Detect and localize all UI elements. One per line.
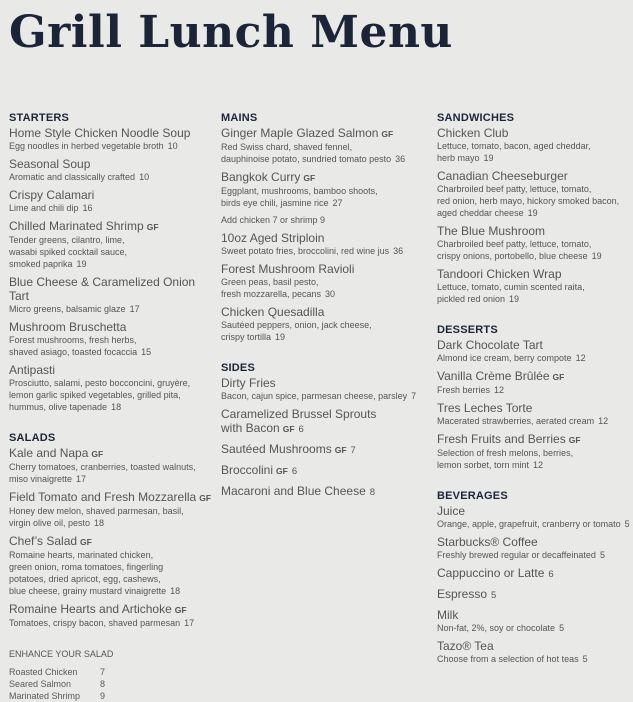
- item-description-text: aged cheddar cheese: [437, 208, 524, 218]
- item-name: [221, 305, 426, 319]
- item-description: [437, 183, 633, 195]
- item-description: [437, 384, 633, 396]
- item-name-text: Chef’s Salad: [9, 534, 78, 548]
- menu-title: Grill Lunch Menu: [9, 7, 453, 58]
- item-name: [9, 534, 214, 549]
- menu-item: [437, 169, 633, 219]
- item-description: [437, 195, 633, 207]
- item-name: [221, 376, 426, 390]
- item-name-text: Tazo® Tea: [437, 639, 494, 653]
- item-name: [221, 463, 426, 479]
- menu-item: [221, 484, 426, 500]
- item-price: 6: [291, 466, 298, 477]
- item-description-text: Charbroiled beef patty, lettuce, tomato,: [437, 184, 592, 194]
- item-description-text: fresh mozzarella, pecans: [221, 289, 322, 299]
- item-name: [221, 442, 426, 458]
- item-price: 6: [548, 569, 554, 580]
- item-name: [437, 566, 633, 582]
- item-price: 18: [170, 586, 181, 596]
- item-price: 5: [491, 590, 497, 601]
- item-description-text: pickled red onion: [437, 294, 506, 304]
- item-price: 18: [94, 518, 105, 528]
- section-heading: STARTERS: [9, 112, 70, 124]
- item-name-text: Chicken Quesadilla: [221, 305, 325, 319]
- item-description-text: Lime and chili dip: [9, 203, 79, 213]
- menu-item: [9, 188, 214, 214]
- item-description: [437, 459, 633, 471]
- item-description-text: Forest mushrooms, fresh herbs,: [9, 335, 137, 345]
- item-description-text: Bacon, cajun spice, parmesan cheese, parsley: [221, 391, 408, 401]
- item-description-text: Egg noodles in herbed vegetable broth: [9, 141, 164, 151]
- item-description: [437, 518, 633, 530]
- item-description: [221, 141, 426, 153]
- item-description: [437, 207, 633, 219]
- item-description: [9, 473, 214, 485]
- item-description-text: Charbroiled beef patty, lettuce, tomato,: [437, 239, 592, 249]
- item-description: [9, 303, 214, 315]
- column-right: [437, 112, 633, 670]
- gluten-free-badge: GF: [80, 537, 92, 547]
- item-name: [437, 535, 633, 549]
- item-price: 12: [598, 416, 609, 426]
- item-description: [437, 152, 633, 164]
- item-price: 12: [533, 460, 544, 470]
- item-description: [437, 549, 633, 561]
- gluten-free-badge: GF: [303, 173, 316, 183]
- item-name: [437, 126, 633, 140]
- item-name-text: Chicken Club: [437, 126, 509, 140]
- item-description-text: Cherry tomatoes, cranberries, toasted walnuts,: [9, 462, 196, 472]
- item-description: [9, 505, 214, 517]
- gluten-free-badge: GF: [552, 372, 565, 382]
- item-name: [9, 157, 214, 171]
- item-description: [221, 245, 426, 257]
- enhance-row: [9, 678, 214, 690]
- item-description: [221, 288, 426, 300]
- item-description-text: Red Swiss chard, shaved fennel,: [221, 142, 353, 152]
- menu-item: [437, 338, 633, 364]
- item-name: [221, 262, 426, 276]
- gluten-free-badge: GF: [276, 466, 288, 476]
- item-description: [9, 401, 214, 413]
- item-price: 7: [411, 391, 417, 401]
- item-name-text: Dirty Fries: [221, 376, 276, 390]
- item-name-text: Cappuccino or Latte: [437, 566, 545, 580]
- item-name-text: Fresh Fruits and Berries: [437, 432, 566, 446]
- menu-item: [9, 490, 214, 529]
- item-description-text: shaved asiago, toasted focaccia: [9, 347, 138, 357]
- item-description: [437, 415, 633, 427]
- item-price: 15: [141, 347, 152, 357]
- item-name-text: Romaine Hearts and Artichoke: [9, 602, 172, 616]
- column-middle: [221, 112, 426, 505]
- item-description-text: green onion, roma tomatoes, fingerling: [9, 562, 164, 572]
- gluten-free-badge: GF: [91, 449, 104, 459]
- section-heading: MAINS: [221, 112, 258, 124]
- item-description-text: Romaine hearts, marinated chicken,: [9, 550, 154, 560]
- menu-item: [437, 267, 633, 305]
- gluten-free-badge: GF: [174, 605, 187, 615]
- item-add-on-note: Add chicken 7 or shrimp 9: [221, 215, 326, 225]
- item-description-text: lemon garlic spiked vegetables, grilled pita,: [9, 390, 181, 400]
- enhance-row: [9, 666, 214, 678]
- item-description-text: blue cheese, grainy mustard vinaigrette: [9, 586, 167, 596]
- menu-item: [437, 369, 633, 396]
- item-name: [9, 490, 214, 505]
- menu-item: [9, 275, 214, 315]
- item-description-text: Sweet potato fries, broccolini, red wine jus: [221, 246, 390, 256]
- item-name: [221, 421, 426, 437]
- item-description: [9, 334, 214, 346]
- item-name-text: Vanilla Crème Brûlée: [437, 369, 550, 383]
- item-name-text: Broccolini: [221, 463, 274, 477]
- column-left: [9, 112, 214, 702]
- section-sides: [221, 362, 426, 505]
- menu-item: [437, 126, 633, 164]
- menu-item: [221, 262, 426, 300]
- item-description-text: herb mayo: [437, 153, 480, 163]
- item-name: [9, 602, 214, 617]
- item-name-text: Espresso: [437, 587, 488, 601]
- item-name: [437, 267, 633, 281]
- item-name-text: Tres Leches Torte: [437, 401, 533, 415]
- item-name-text: Macaroni and Blue Cheese: [221, 484, 366, 498]
- item-name: [437, 639, 633, 653]
- item-price: 17: [76, 474, 87, 484]
- item-description: [9, 234, 214, 246]
- item-description: [221, 390, 426, 402]
- menu-item: [221, 376, 426, 402]
- item-name-text: Juice: [437, 504, 466, 518]
- gluten-free-badge: GF: [568, 435, 581, 445]
- item-name-text: Forest Mushroom Ravioli: [221, 262, 355, 276]
- item-name: [437, 369, 633, 384]
- item-name-text: Home Style Chicken Noodle Soup: [9, 126, 191, 140]
- item-description: [9, 585, 214, 597]
- item-name-text: Kale and Napa: [9, 446, 89, 460]
- item-name-text: Tandoori Chicken Wrap: [437, 267, 562, 281]
- item-name-text: Antipasti: [9, 363, 56, 377]
- item-name-text: Milk: [437, 608, 459, 622]
- menu-item: [437, 587, 633, 603]
- item-description-text: Aromatic and classically crafted: [9, 172, 136, 182]
- item-description-text: Prosciutto, salami, pesto bocconcini, gruyère,: [9, 378, 191, 388]
- item-name: [437, 224, 633, 238]
- item-description: [437, 352, 633, 364]
- item-description: [437, 293, 633, 305]
- item-description: [221, 331, 426, 343]
- item-price: 19: [591, 251, 602, 261]
- item-description: [221, 197, 426, 209]
- item-description: [9, 346, 214, 358]
- menu-item: [221, 231, 426, 257]
- item-description-text: miso vinaigrette: [9, 474, 73, 484]
- item-price: 30: [325, 289, 336, 299]
- item-description: [221, 319, 426, 331]
- menu-item: [437, 504, 633, 530]
- item-price: 5: [582, 654, 588, 664]
- item-price: 10: [139, 172, 150, 182]
- section-heading: SALADS: [9, 432, 56, 444]
- item-name: [9, 363, 214, 377]
- menu-item: [221, 463, 426, 479]
- section-heading: BEVERAGES: [437, 490, 508, 502]
- item-price: 19: [527, 208, 538, 218]
- enhance-your-salad: [9, 648, 214, 702]
- item-price: 27: [332, 198, 343, 208]
- item-name: [9, 275, 214, 303]
- menu-item: [221, 126, 426, 165]
- item-description-text: crispy tortilla: [221, 332, 272, 342]
- item-description: [9, 140, 214, 152]
- item-name-text: The Blue Mushroom: [437, 224, 546, 238]
- item-description-text: Green peas, basil pesto,: [221, 277, 319, 287]
- item-price: 5: [599, 550, 605, 560]
- enhance-item-price: 7: [100, 667, 106, 677]
- item-name: [437, 504, 633, 518]
- menu-item: [9, 363, 214, 413]
- item-price: 5: [559, 623, 565, 633]
- menu-item: [221, 170, 426, 209]
- item-description-text: Almond ice cream, berry compote: [437, 353, 572, 363]
- menu-item: [221, 407, 426, 437]
- item-description: [9, 258, 214, 270]
- item-description-text: Honey dew melon, shaved parmesan, basil,: [9, 506, 184, 516]
- menu-item: [9, 126, 214, 152]
- item-price: 17: [184, 618, 195, 628]
- item-name-text: with Bacon: [221, 421, 280, 435]
- item-price: 5: [624, 519, 630, 529]
- menu-item: [221, 305, 426, 343]
- item-description-text: dauphinoise potato, sundried tomato pesto: [221, 154, 392, 164]
- item-name: [221, 231, 426, 245]
- menu-item: [437, 639, 633, 665]
- item-name: [437, 338, 633, 352]
- item-name-text: Caramelized Brussel Sprouts: [221, 407, 377, 421]
- item-name: [221, 407, 426, 421]
- item-description-text: Lettuce, tomato, bacon, aged cheddar,: [437, 141, 591, 151]
- item-description: [437, 447, 633, 459]
- item-name-text: Mushroom Bruschetta: [9, 320, 127, 334]
- item-name: [437, 432, 633, 447]
- item-description: [437, 140, 633, 152]
- item-name-text: Starbucks® Coffee: [437, 535, 538, 549]
- section-beverages: [437, 490, 633, 670]
- section-heading: DESSERTS: [437, 324, 498, 336]
- gluten-free-badge: GF: [199, 493, 212, 503]
- menu-item: [437, 432, 633, 471]
- item-description: [9, 171, 214, 183]
- item-name-text: Crispy Calamari: [9, 188, 95, 202]
- item-description: [221, 185, 426, 197]
- enhance-item-name: Marinated Shrimp: [9, 691, 81, 701]
- item-name: [221, 484, 426, 500]
- item-price: 19: [509, 294, 520, 304]
- item-description-text: Sautéed peppers, onion, jack cheese,: [221, 320, 372, 330]
- enhance-heading: ENHANCE YOUR SALAD: [9, 649, 114, 659]
- item-name: [437, 608, 633, 622]
- item-description: [437, 653, 633, 665]
- item-price: 6: [298, 424, 304, 435]
- section-starters: [9, 112, 214, 418]
- item-price: 16: [82, 203, 93, 213]
- item-price: 10: [167, 141, 178, 151]
- item-description-text: hummus, olive tapenade: [9, 402, 108, 412]
- item-name-text: Canadian Cheeseburger: [437, 169, 568, 183]
- enhance-list: [9, 666, 214, 702]
- gluten-free-badge: GF: [334, 445, 347, 455]
- item-description-text: Orange, apple, grapefruit, cranberry or tomato: [437, 519, 621, 529]
- menu-item: [437, 535, 633, 561]
- item-description-text: Macerated strawberries, aerated cream: [437, 416, 595, 426]
- menu-item: [437, 224, 633, 262]
- item-description-text: Non-fat, 2%, soy or chocolate: [437, 623, 556, 633]
- item-name-text: 10oz Aged Striploin: [221, 231, 325, 245]
- item-description: [9, 246, 214, 258]
- section-salads: [9, 432, 214, 634]
- item-name: [9, 446, 214, 461]
- item-description-text: Tender greens, cilantro, lime,: [9, 235, 125, 245]
- section-desserts: [437, 324, 633, 476]
- item-description: [9, 389, 214, 401]
- item-description: [437, 622, 633, 634]
- menu-item: [437, 608, 633, 634]
- menu-item: [9, 157, 214, 183]
- item-name: [221, 126, 426, 141]
- item-description-text: crispy onions, portobello, blue cheese: [437, 251, 588, 261]
- item-description: [437, 238, 633, 250]
- menu-item: [9, 602, 214, 629]
- item-name-text: Bangkok Curry: [221, 170, 301, 184]
- item-description: [9, 549, 214, 561]
- item-description-text: virgin olive oil, pesto: [9, 518, 91, 528]
- item-description: [9, 617, 214, 629]
- item-description: [9, 573, 214, 585]
- item-description-text: Selection of fresh melons, berries,: [437, 448, 574, 458]
- enhance-item-name: Roasted Chicken: [9, 667, 78, 677]
- menu-item: [437, 401, 633, 427]
- item-description-text: Eggplant, mushrooms, bamboo shoots,: [221, 186, 378, 196]
- item-description-text: Fresh berries: [437, 385, 491, 395]
- item-description: [9, 202, 214, 214]
- item-price: 12: [494, 385, 505, 395]
- item-description-text: wasabi spiked cocktail sauce,: [9, 247, 128, 257]
- menu-item: [9, 446, 214, 485]
- item-price: 19: [275, 332, 286, 342]
- item-price: 17: [129, 304, 140, 314]
- item-price: 19: [483, 153, 494, 163]
- item-description-text: Choose from a selection of hot teas: [437, 654, 579, 664]
- section-sandwiches: [437, 112, 633, 310]
- item-price: 19: [76, 259, 87, 269]
- item-description: [9, 461, 214, 473]
- item-description: [437, 250, 633, 262]
- item-description-text: red onion, herb mayo, hickory smoked bacon,: [437, 196, 620, 206]
- item-name-text: Dark Chocolate Tart: [437, 338, 543, 352]
- enhance-item-name: Seared Salmon: [9, 679, 72, 689]
- item-description: [9, 517, 214, 529]
- menu-item: [9, 534, 214, 597]
- item-name-text: Ginger Maple Glazed Salmon: [221, 126, 379, 140]
- section-heading: SANDWICHES: [437, 112, 515, 124]
- item-name: [437, 169, 633, 183]
- item-description: [221, 153, 426, 165]
- item-description: [9, 377, 214, 389]
- item-description: [9, 561, 214, 573]
- item-price: 36: [395, 154, 406, 164]
- gluten-free-badge: GF: [381, 129, 394, 139]
- item-description-text: birds eye chili, jasmine rice: [221, 198, 329, 208]
- item-description-text: lemon sorbet, torn mint: [437, 460, 530, 470]
- item-description-text: Tomatoes, crispy bacon, shaved parmesan: [9, 618, 181, 628]
- item-description: [221, 276, 426, 288]
- item-name: [437, 587, 633, 603]
- item-name-text: Blue Cheese & Caramelized Onion Tart: [9, 275, 196, 303]
- item-description-text: potatoes, dried apricot, egg, cashews,: [9, 574, 161, 584]
- item-description-text: smoked paprika: [9, 259, 73, 269]
- gluten-free-badge: GF: [146, 222, 159, 232]
- enhance-item-price: 8: [100, 679, 106, 689]
- enhance-row: [9, 690, 214, 702]
- item-price: 7: [350, 445, 356, 456]
- item-price: 36: [393, 246, 404, 256]
- item-name-text: Sautéed Mushrooms: [221, 442, 332, 456]
- menu-item: [9, 320, 214, 358]
- gluten-free-badge: GF: [282, 424, 295, 434]
- item-name-text: Seasonal Soup: [9, 157, 91, 171]
- item-name: [221, 170, 426, 185]
- item-name-text: Chilled Marinated Shrimp: [9, 219, 144, 233]
- menu-item: [9, 219, 214, 270]
- item-description-text: Micro greens, balsamic glaze: [9, 304, 126, 314]
- item-name-text: Field Tomato and Fresh Mozzarella: [9, 490, 197, 504]
- menu-item: [437, 566, 633, 582]
- item-description-text: Lettuce, tomato, cumin scented raita,: [437, 282, 585, 292]
- item-name: [437, 401, 633, 415]
- item-name: [9, 188, 214, 202]
- item-name: [9, 126, 214, 140]
- item-description-text: Freshly brewed regular or decaffeinated: [437, 550, 596, 560]
- enhance-item-price: 9: [100, 691, 106, 701]
- item-price: 12: [575, 353, 586, 363]
- item-name: [9, 219, 214, 234]
- menu-item: [221, 442, 426, 458]
- item-price: 18: [111, 402, 122, 412]
- section-mains: [221, 112, 426, 348]
- item-price: 8: [369, 487, 376, 498]
- item-description: [437, 281, 633, 293]
- item-name: [9, 320, 214, 334]
- section-heading: SIDES: [221, 362, 256, 374]
